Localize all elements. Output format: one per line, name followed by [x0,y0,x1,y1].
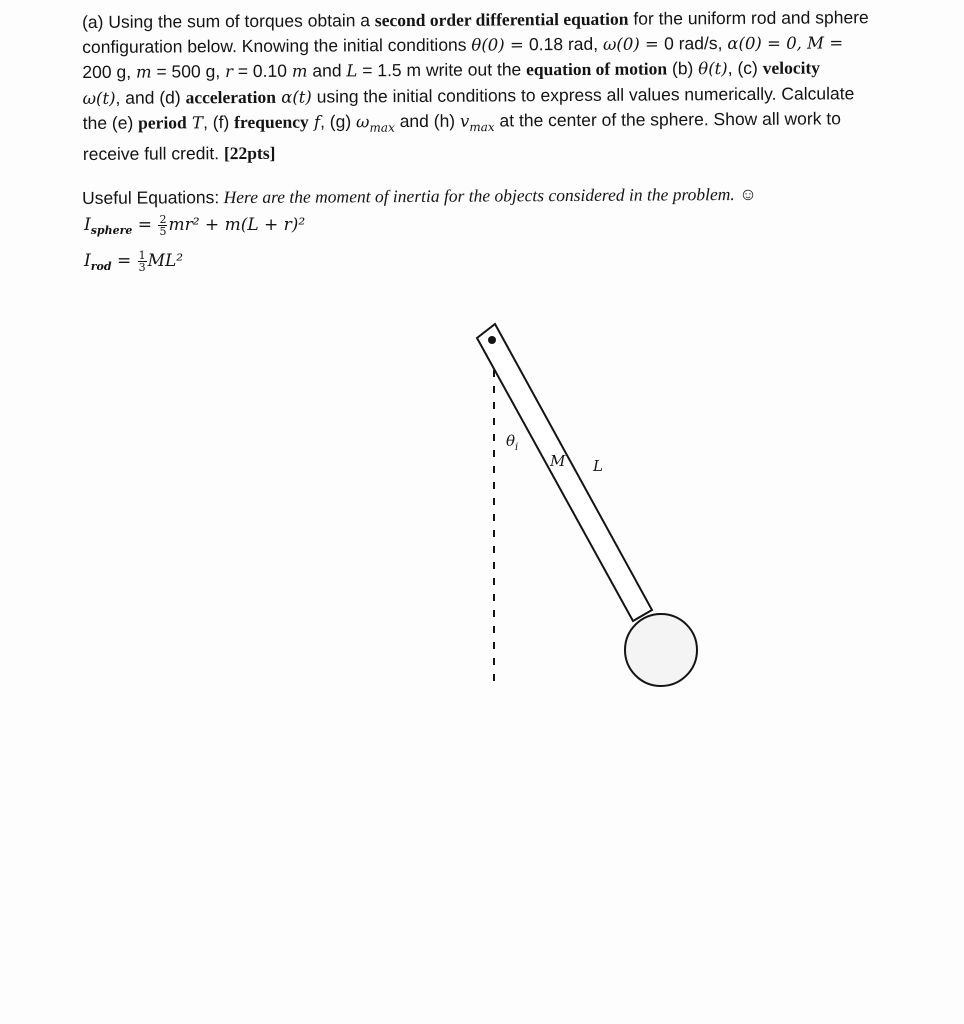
sphere-bob [625,614,697,686]
useful-equations-label: Useful Equations: [82,187,220,208]
problem-line-6: receive full credit. [22pts] [82,142,276,164]
problem-line-2: configuration below. Knowing the initial conditions θ(0) = 0.18 rad, ω(0) = 0 rad/s, α(0) = 0, M = [82,32,844,57]
theta-initial-label: $\theta_i$ [506,432,519,453]
length-label: L [593,457,603,475]
fraction-two-fifths: $\frac{2}{5}$ [159,213,167,238]
equation-rod-inertia: $I_{rod}$ = $\frac{1}{3}$ ML² [84,249,184,274]
uniform-rod [477,324,652,621]
keyword-period: period [138,112,187,133]
keyword-second-order-de: second order differential equation [374,8,629,31]
rod-assembly [477,324,697,686]
mass-label: M [550,452,566,470]
keyword-acceleration: acceleration [185,86,276,107]
useful-equations-intro: Here are the moment of inertia for the objects considered in the problem. ☺ [219,183,758,208]
points-badge: [22pts] [223,142,276,164]
keyword-frequency: frequency [234,111,309,133]
problem-line-4: ω(t), and (d) acceleration α(t) using the initial conditions to express all values numerically. Calculate [82,82,855,108]
keyword-velocity: velocity [762,57,821,78]
pivot-point [488,336,496,344]
problem-line-1: (a) Using the sum of torques obtain a second order differential equation for the uniform rod and sphere [82,7,869,32]
problem-line-5: the (e) period T, (f) frequency f, (g) $\omega_{max}$ and (h) $v_{max}$ at the center of the sphere. Show all work to [82,108,841,135]
problem-line-3: 200 g, m = 500 g, r = 0.10 m and L = 1.5 m write out the equation of motion (b) θ(t), (c) velocity [82,57,821,82]
fraction-one-third: $\frac{1}{3}$ [138,249,146,274]
keyword-equation-of-motion: equation of motion [526,58,668,80]
equation-sphere-inertia: $I_{sphere}$ = $\frac{2}{5}$ mr² + m(L + r)² [84,213,306,238]
